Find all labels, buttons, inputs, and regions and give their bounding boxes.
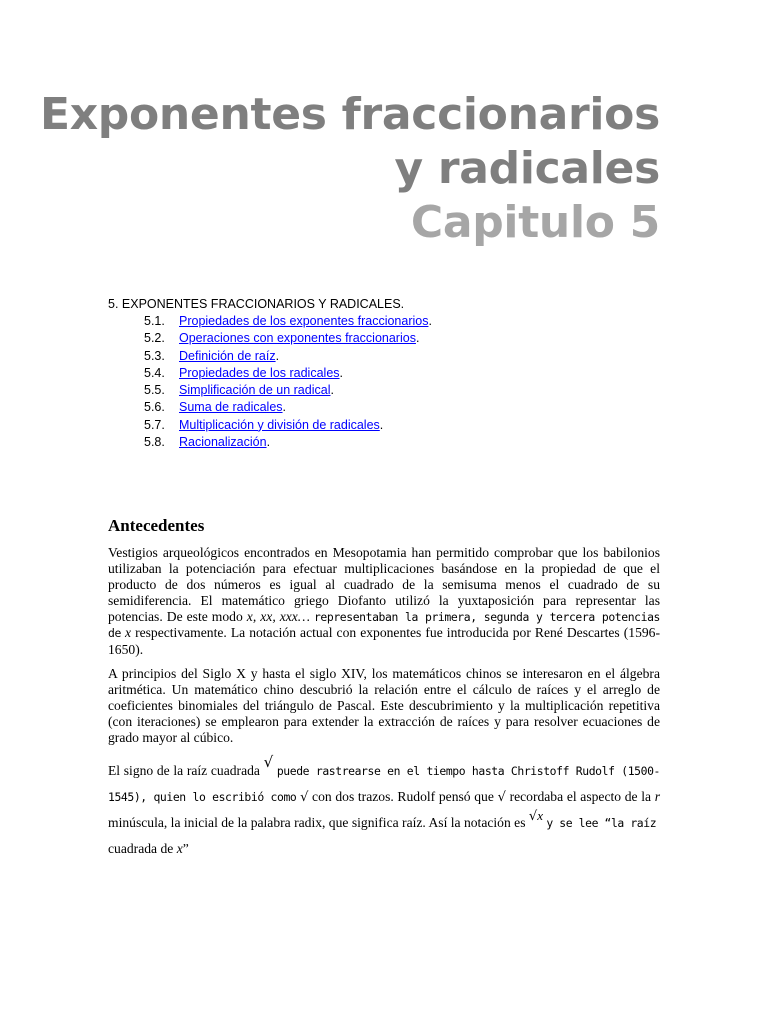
math-variable: x [124, 625, 132, 641]
toc-link-definicion-raiz[interactable]: Definición de raíz [179, 348, 276, 363]
toc-item-number: 5.3. [144, 348, 165, 363]
paragraph-text: El signo de la raíz cuadrada [108, 763, 260, 778]
toc-item-number: 5.1. [144, 314, 165, 328]
paragraph-text: cuadrada de [108, 841, 174, 856]
paragraph-chinos [108, 666, 660, 746]
paragraph-signo-raiz [108, 753, 661, 861]
toc-item: 5.4. Propiedades de los radicales. [108, 365, 668, 382]
paragraph-text: puede rastrearse en el tiempo hasta Christoff Rudolf (1500-1545), quien lo escribió como [108, 764, 660, 804]
paragraph-text: representaban la primera, segunda y tercera potencias de [108, 610, 660, 641]
toc-link-propiedades-exponentes[interactable]: Propiedades de los exponentes fraccionarios [179, 314, 429, 328]
toc-item-number: 5.6. [144, 400, 165, 415]
square-root-of-x [529, 803, 543, 829]
square-root-symbol: √ [497, 790, 506, 805]
paragraph-text: minúscula, la inicial de la palabra radix, que significa raíz. Así la notación es [108, 815, 526, 830]
square-root-symbol: √ [300, 790, 309, 805]
paragraph-babilonios [108, 545, 660, 658]
toc-item: 5.7. Multiplicación y división de radicales. [108, 417, 668, 434]
square-root-symbol: √ [263, 753, 274, 771]
section-heading: Antecedentes [108, 516, 205, 535]
math-variable: r [654, 789, 661, 804]
title-line-1: Exponentes fraccionarios [39, 89, 660, 140]
paragraph-text: y se lee “la raíz [546, 816, 657, 830]
toc-link-multiplicacion-division[interactable]: Multiplicación y división de radicales [179, 417, 380, 432]
closing-quote: ” [182, 841, 189, 856]
toc-item-number: 5.7. [144, 417, 165, 432]
toc-link-operaciones-exponentes[interactable]: Operaciones con exponentes fraccionarios [179, 331, 416, 346]
toc-item: 5.6. Suma de radicales. [108, 399, 668, 416]
square-root-symbol: √ [528, 809, 538, 824]
toc-link-propiedades-radicales[interactable]: Propiedades de los radicales [179, 365, 340, 380]
toc-item: 5.2. Operaciones con exponentes fraccionarios. [108, 330, 668, 347]
paragraph-text: respectivamente. La notación actual con exponentes fue introducida por René Descartes (1596-1650). [108, 625, 660, 657]
toc-heading: 5. EXPONENTES FRACCIONARIOS Y RADICALES. [108, 297, 405, 311]
math-variable: x [176, 841, 183, 856]
paragraph-text: con dos trazos. Rudolf pensó que [312, 789, 494, 804]
math-notation: x, xx, xxx… [246, 609, 310, 625]
toc-item-number: 5.8. [144, 435, 165, 450]
title-line-2: y radicales [394, 143, 660, 194]
paragraph-text: Vestigios arqueológicos encontrados en Mesopotamia han permitido comprobar que los babilonios utilizaban la potenciación para efectuar multiplicaciones basándose en la propiedad de que el producto de dos números es igual al cuadrado de la semisuma menos el cuadrado de su semidiferencia. El matemático griego Diofanto utilizó la yuxtaposición para representar las potencias. De este modo [108, 545, 660, 625]
toc-link-racionalizacion[interactable]: Racionalización [179, 435, 267, 450]
table-of-contents [108, 296, 668, 451]
toc-link-simplificacion-radical[interactable]: Simplificación de un radical [179, 383, 331, 398]
toc-item-number: 5.4. [144, 365, 165, 380]
toc-item: 5.5. Simplificación de un radical. [108, 382, 668, 399]
toc-item: 5.8. Racionalización. [108, 434, 668, 451]
document-title [40, 88, 660, 250]
paragraph-text: recordaba el aspecto de la [509, 789, 652, 804]
toc-item-number: 5.5. [144, 383, 165, 398]
toc-link-suma-radicales[interactable]: Suma de radicales [179, 400, 283, 415]
toc-item: 5.1. Propiedades de los exponentes fraccionarios. [108, 313, 668, 330]
toc-item: 5.3. Definición de raíz. [108, 348, 668, 365]
toc-item-number: 5.2. [144, 331, 165, 346]
math-variable: x [537, 808, 543, 823]
chapter-label: Capitulo 5 [410, 197, 660, 248]
paragraph-text: A principios del Siglo X y hasta el siglo XIV, los matemáticos chinos se interesaron en el álgebra aritmética. Un matemático chino descubrió la relación entre el cálculo de raíces y el arreglo de coeficientes binomiales del triángulo de Pascal. Este descubrimiento y la multiplicación repetitiva (con iteraciones) se emplearon para extender la extracción de raíces y para resolver ecuaciones de grado mayor al cúbico. [108, 666, 660, 746]
